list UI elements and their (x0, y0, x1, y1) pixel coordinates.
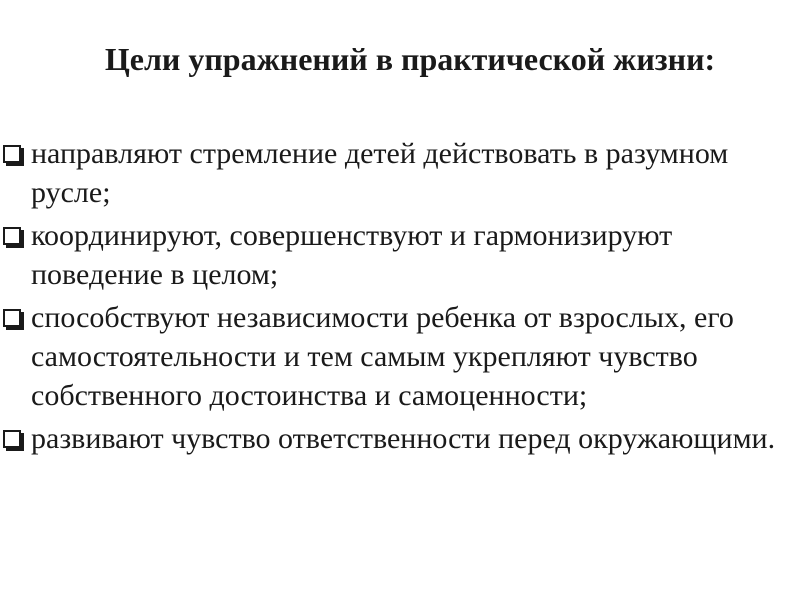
list-item (0, 298, 790, 415)
bullet-text: способствуют независимости ребенка от взрослых, его самостоятельности и тем самым укрепляют чувство собственного достоинства и самоценности; (31, 301, 734, 412)
bullet-list (0, 134, 790, 462)
list-item (0, 134, 790, 212)
checkbox-square-icon (3, 309, 21, 327)
list-item (0, 216, 790, 294)
list-item (0, 419, 790, 458)
bullet-text: координируют, совершенствуют и гармонизируют поведение в целом; (31, 219, 673, 291)
checkbox-square-icon (3, 227, 21, 245)
checkbox-square-icon (3, 145, 21, 163)
bullet-text: направляют стремление детей действовать в разумном русле; (31, 137, 729, 209)
slide-title: Цели упражнений в практической жизни: (104, 41, 716, 77)
bullet-text: развивают чувство ответственности перед окружающими. (31, 422, 776, 455)
checkbox-square-icon (3, 430, 21, 448)
